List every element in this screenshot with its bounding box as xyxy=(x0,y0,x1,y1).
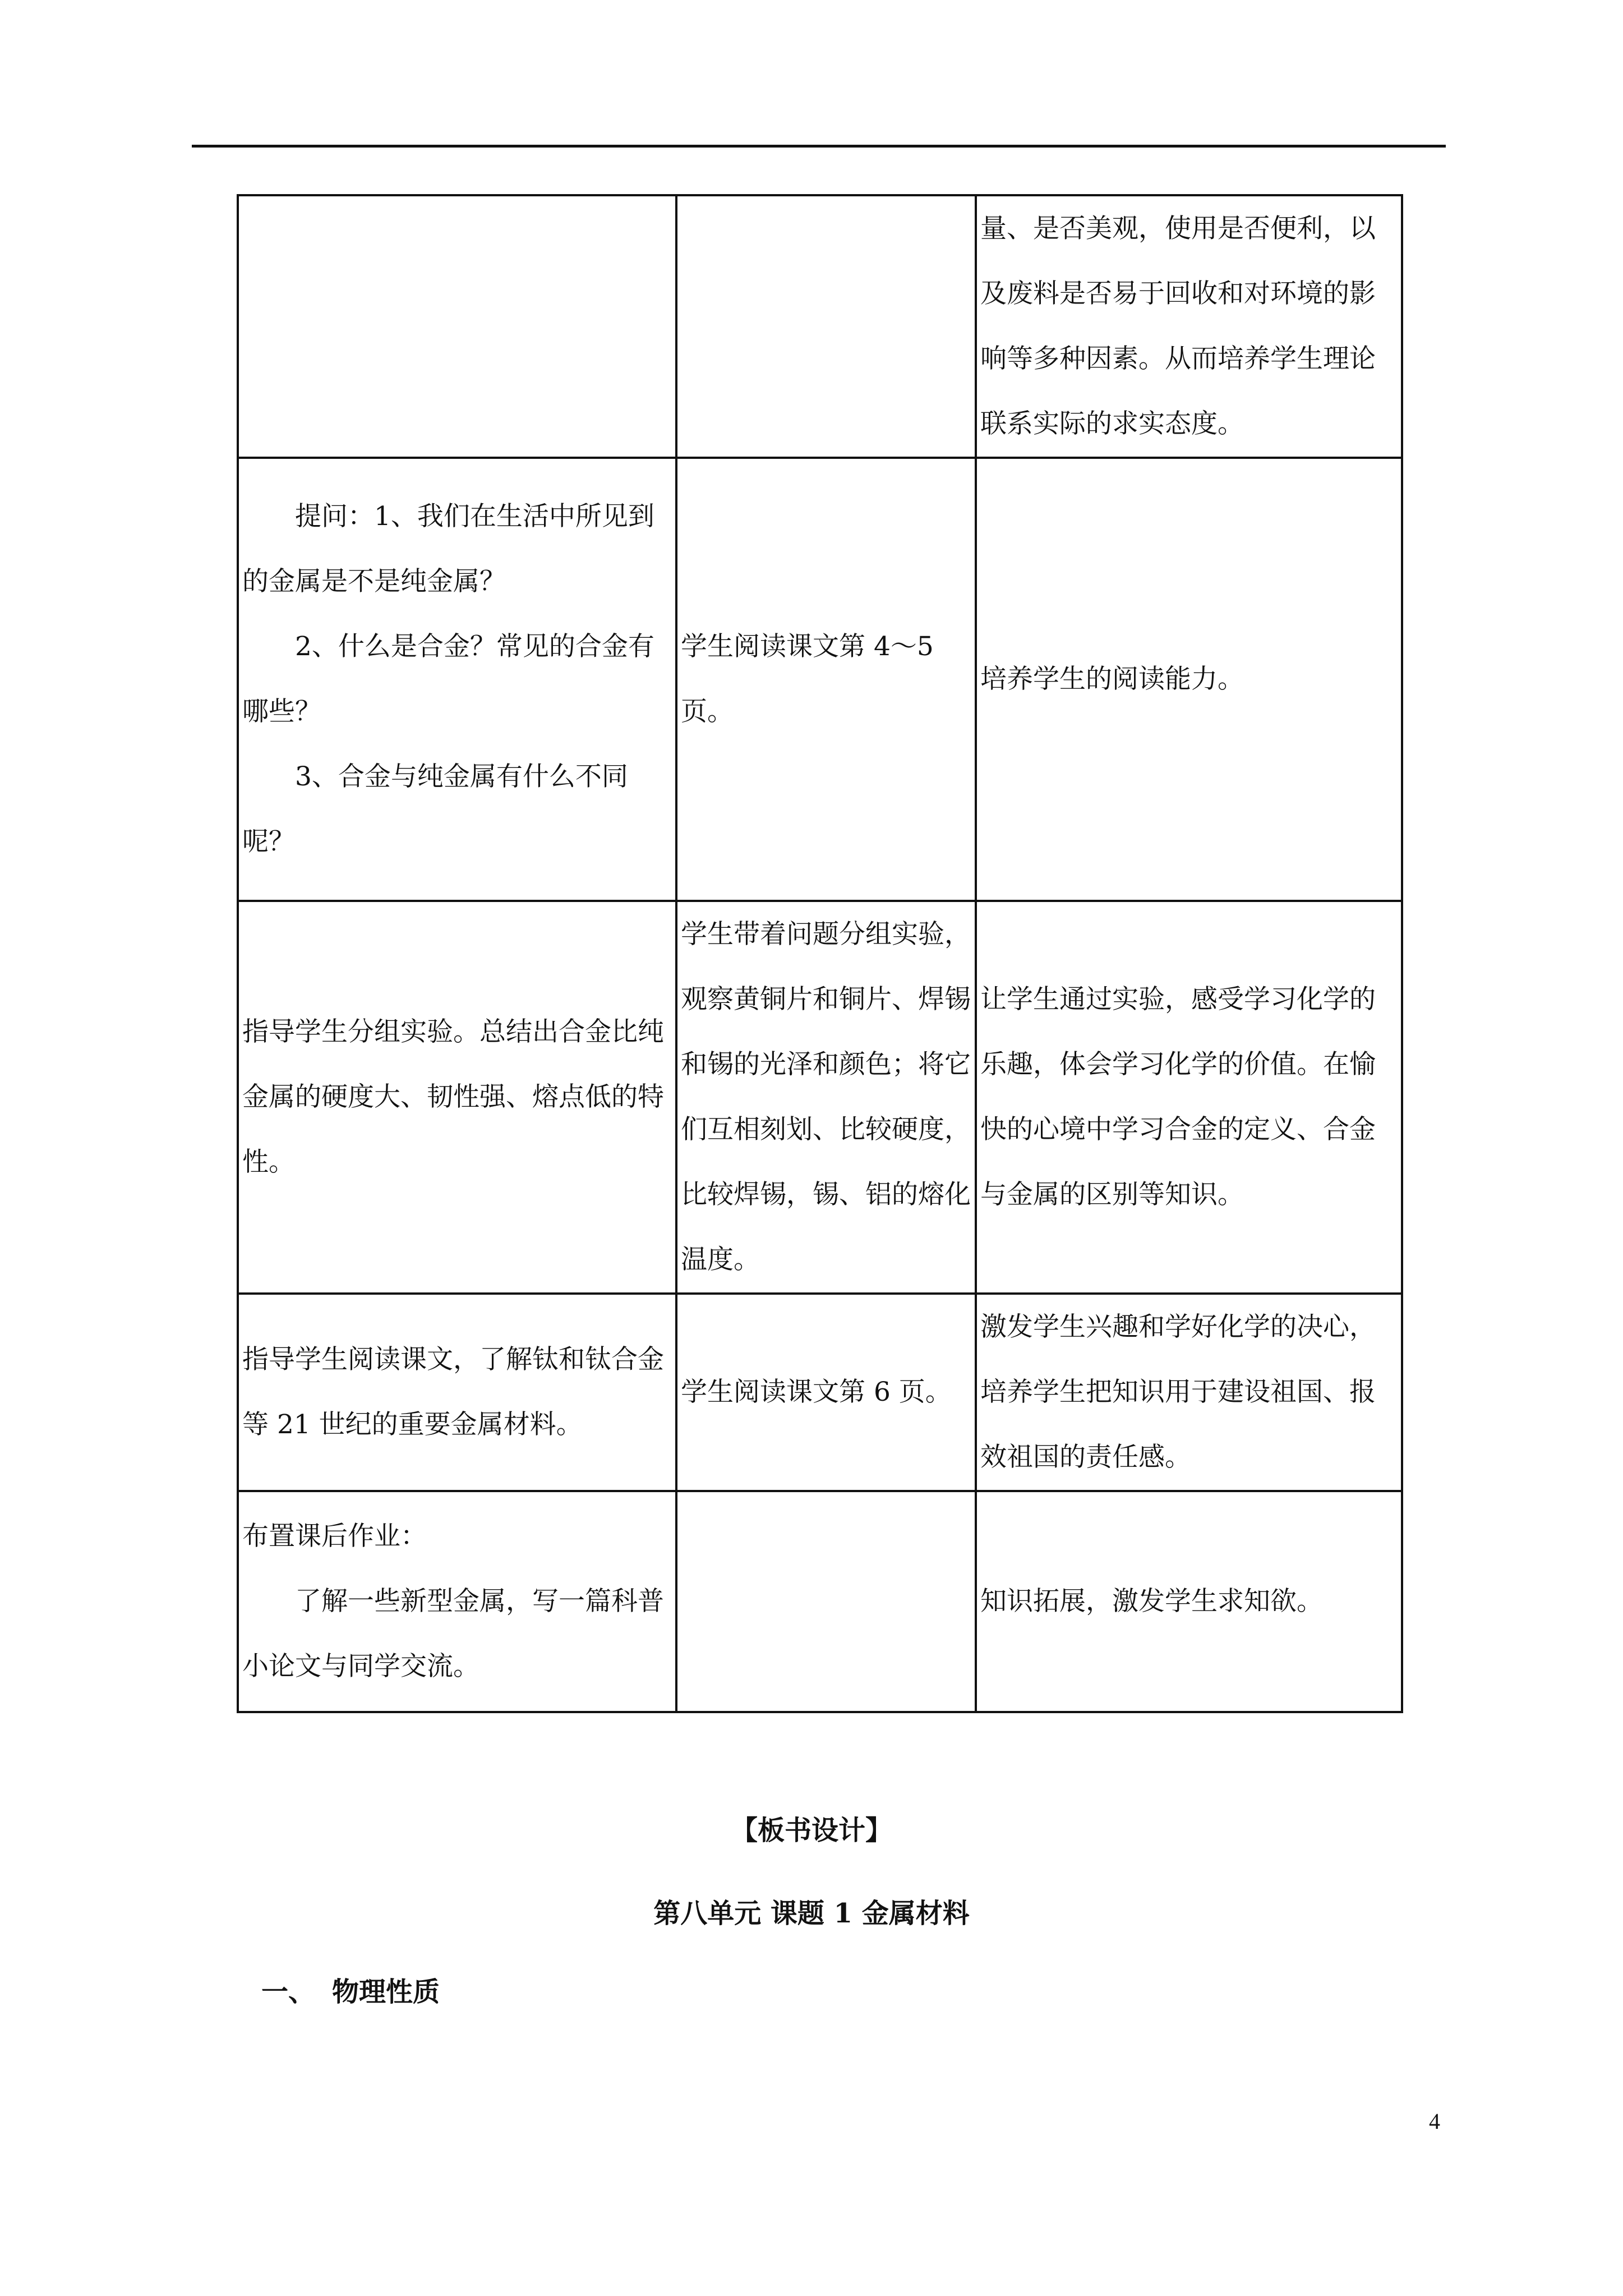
cell-text: 指导学生阅读课文，了解钛和钛合金等 21 世纪的重要金属材料。 xyxy=(242,1344,664,1440)
design-purpose-cell xyxy=(976,195,1402,458)
section-heading: 物理性质 xyxy=(332,1976,440,2008)
student-activity-cell xyxy=(676,195,976,458)
board-design-subtitle: 第八单元 课题 1 金属材料 xyxy=(653,1898,970,1929)
lesson-table xyxy=(237,194,1403,1713)
cell-text: 学生带着问题分组实验，观察黄铜片和铜片、焊锡和锡的光泽和颜色；将它们互相刻划、比较硬度，比较焊锡，锡、铝的熔化温度。 xyxy=(681,919,971,1275)
design-purpose-cell xyxy=(976,1491,1402,1712)
cell-text: 3、合金与纯金属有什么不同呢？ xyxy=(242,761,628,857)
teacher-activity-cell xyxy=(238,901,676,1294)
table-row xyxy=(238,1491,1402,1712)
cell-text: 激发学生兴趣和学好化学的决心，培养学生把知识用于建设祖国、报效祖国的责任感。 xyxy=(980,1312,1376,1473)
board-design-heading: 【板书设计】 xyxy=(730,1815,892,1846)
design-purpose-cell xyxy=(976,1294,1402,1491)
table-row xyxy=(238,1294,1402,1491)
teacher-activity-cell xyxy=(238,195,676,458)
cell-text: 指导学生分组实验。总结出合金比纯金属的硬度大、韧性强、熔点低的特性。 xyxy=(242,1016,664,1177)
cell-text: 学生阅读课文第 4～5 页。 xyxy=(681,631,934,727)
cell-text: 让学生通过实验，感受学习化学的乐趣，体会学习化学的价值。在愉快的心境中学习合金的定义、合金与金属的区别等知识。 xyxy=(980,984,1376,1210)
header-rule xyxy=(192,145,1446,148)
student-activity-cell xyxy=(676,901,976,1294)
page-number: 4 xyxy=(1429,2109,1440,2134)
design-purpose-cell xyxy=(976,458,1402,901)
design-purpose-cell xyxy=(976,901,1402,1294)
cell-text: 2、什么是合金？常见的合金有哪些？ xyxy=(242,631,654,727)
student-activity-cell xyxy=(676,1294,976,1491)
teacher-activity-cell xyxy=(238,1491,676,1712)
cell-text: 学生阅读课文第 6 页。 xyxy=(681,1377,952,1407)
table-row xyxy=(238,901,1402,1294)
cell-text: 提问：1、我们在生活中所见到的金属是不是纯金属？ xyxy=(242,501,654,597)
teacher-activity-cell xyxy=(238,458,676,901)
cell-text: 培养学生的阅读能力。 xyxy=(980,664,1244,694)
table-row xyxy=(238,458,1402,901)
cell-text: 量、是否美观，使用是否便利，以及废料是否易于回收和对环境的影响等多种因素。从而培养学生理论联系实际的求实态度。 xyxy=(980,213,1376,439)
cell-text: 布置课后作业： xyxy=(242,1521,427,1552)
cell-text: 知识拓展，激发学生求知欲。 xyxy=(980,1586,1323,1617)
teacher-activity-cell xyxy=(238,1294,676,1491)
cell-text: 了解一些新型金属，写一篇科普小论文与同学交流。 xyxy=(242,1586,664,1682)
table-row xyxy=(238,195,1402,458)
section-number: 一、 xyxy=(261,1976,316,2008)
student-activity-cell xyxy=(676,1491,976,1712)
student-activity-cell xyxy=(676,458,976,901)
